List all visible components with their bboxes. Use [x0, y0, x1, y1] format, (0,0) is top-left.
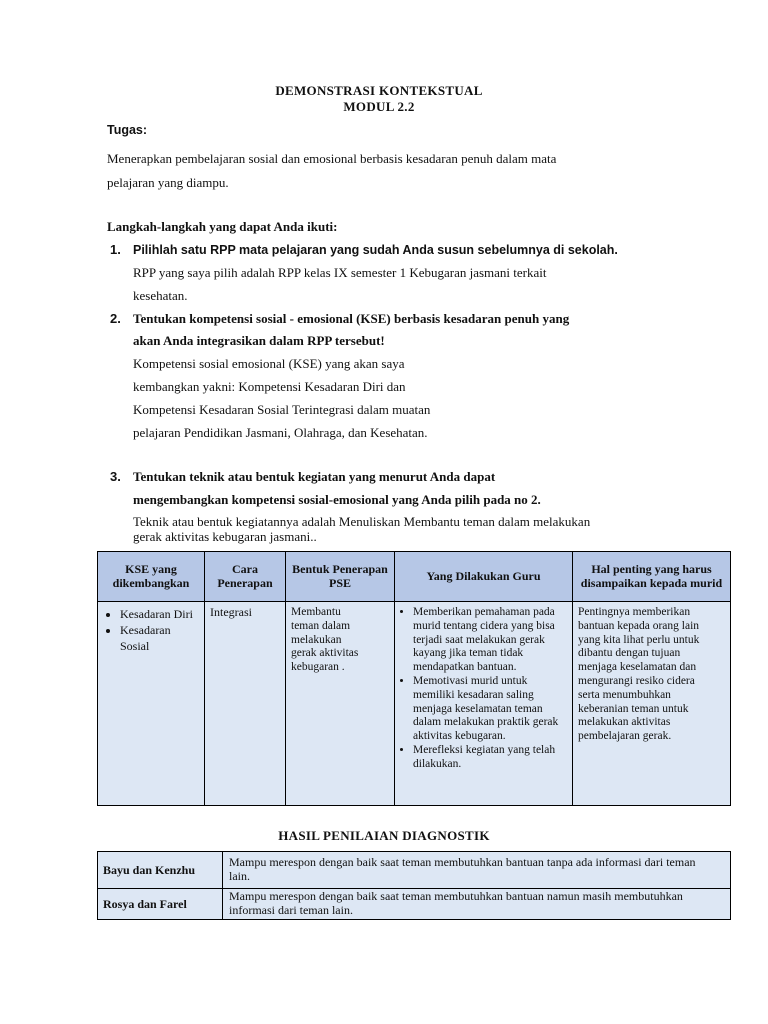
list-item: • Merefleksi kegiatan yang telah dilakukan.: [413, 744, 567, 772]
student-result: Mampu merespon dengan baik saat teman membutuhkan bantuan namun masih membutuhkan informasi dari teman lain.: [223, 889, 731, 920]
list-item: • Kesadaran Diri: [120, 606, 199, 622]
student-result: Mampu merespon dengan baik saat teman membutuhkan bantuan tanpa ada informasi dari teman lain.: [223, 852, 731, 889]
step-number: 3.: [110, 469, 121, 484]
steps-heading: Langkah-langkah yang dapat Anda ikuti:: [107, 219, 338, 234]
tugas-text-line-1: Menerapkan pembelajaran sosial dan emosional berbasis kesadaran penuh dalam mata: [107, 151, 557, 166]
list-item: • Memberikan pemahaman pada murid tentang cidera yang bisa terjadi saat melakukan gerak kayang jika teman tidak mendapatkan bantuan.: [413, 606, 567, 675]
document-title: DEMONSTRASI KONTEKSTUAL: [275, 83, 483, 98]
step-instruction: Pilihlah satu RPP mata pelajaran yang sudah Anda susun sebelumnya di sekolah.: [133, 243, 618, 257]
step-answer: Kompetensi sosial emosional (KSE) yang akan saya: [133, 356, 405, 371]
step-answer: Kompetensi Kesadaran Sosial Terintegrasi dalam muatan: [133, 402, 431, 417]
document-subtitle: MODUL 2.2: [343, 99, 415, 114]
guru-cell: [395, 602, 573, 806]
step-instruction: akan Anda integrasikan dalam RPP tersebut!: [133, 333, 385, 348]
tugas-label: Tugas:: [107, 123, 148, 137]
step-answer: Teknik atau bentuk kegiatannya adalah Menuliskan Membantu teman dalam melakukan: [133, 514, 591, 529]
list-item: • Kesadaran Sosial: [120, 622, 199, 654]
student-name: Rosya dan Farel: [98, 889, 223, 920]
header-cara: Cara Penerapan: [205, 552, 286, 602]
list-item: • Memotivasi murid untuk memiliki kesadaran saling menjaga keselamatan teman dalam melakukan praktik gerak aktivitas kebugaran.: [413, 675, 567, 744]
diagnostik-table: [97, 851, 731, 920]
tugas-text-line-2: pelajaran yang diampu.: [107, 175, 229, 190]
header-bentuk: Bentuk Penerapan PSE: [286, 552, 395, 602]
cara-cell: Integrasi: [205, 602, 286, 806]
step-answer: kesehatan.: [133, 288, 188, 303]
student-name: Bayu dan Kenzhu: [98, 852, 223, 889]
step-answer: RPP yang saya pilih adalah RPP kelas IX semester 1 Kebugaran jasmani terkait: [133, 265, 547, 280]
step-instruction: Tentukan teknik atau bentuk kegiatan yang menurut Anda dapat: [133, 469, 496, 484]
step-instruction: Tentukan kompetensi sosial - emosional (KSE) berbasis kesadaran penuh yang: [133, 311, 570, 326]
hal-penting-cell: Pentingnya memberikan bantuan kepada orang lain yang kita lihat perlu untuk dibantu dengan tujuan menjaga keselamatan dan mengurangi resiko cidera serta menumbuhkan keberanian teman untuk melakukan aktivitas pembelajaran gerak.: [573, 602, 731, 806]
step-instruction: mengembangkan kompetensi sosial-emosional yang Anda pilih pada no 2.: [133, 492, 541, 507]
diagnostik-title: HASIL PENILAIAN DIAGNOSTIK: [278, 828, 490, 843]
header-guru: Yang Dilakukan Guru: [395, 552, 573, 602]
step-answer: pelajaran Pendidikan Jasmani, Olahraga, dan Kesehatan.: [133, 425, 428, 440]
header-hal-penting: Hal penting yang harus disampaikan kepada murid: [573, 552, 731, 602]
kse-table: [97, 551, 731, 806]
bentuk-cell: Membantu teman dalam melakukan gerak aktivitas kebugaran .: [286, 602, 395, 806]
header-kse: KSE yang dikembangkan: [98, 552, 205, 602]
step-number: 2.: [110, 311, 121, 326]
kse-cell: [98, 602, 205, 806]
step-answer: kembangkan yakni: Kompetensi Kesadaran Diri dan: [133, 379, 406, 394]
step-answer: gerak aktivitas kebugaran jasmani..: [133, 529, 317, 544]
step-number: 1.: [110, 242, 121, 257]
